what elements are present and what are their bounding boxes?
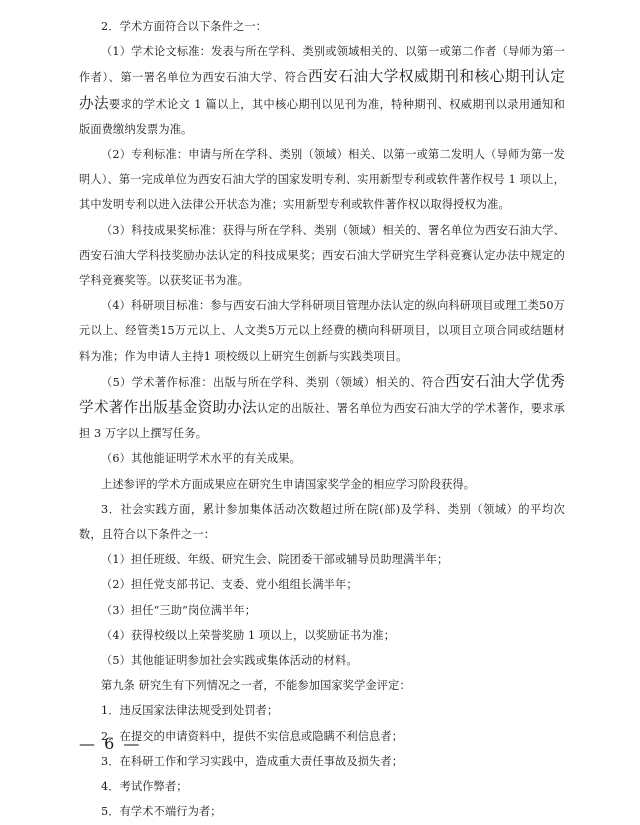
paragraph-stage-note: 上述参评的学术方面成果应在研究生申请国家奖学金的相应学习阶段获得。 bbox=[101, 477, 476, 491]
paragraph-other-achievements: （6）其他能证明学术水平的有关成果。 bbox=[101, 452, 302, 466]
list-item: （5）其他能证明参加社会实践或集体活动的材料。 bbox=[101, 654, 358, 668]
list-item: 4．考试作弊者； bbox=[101, 780, 188, 794]
document-page bbox=[79, 14, 565, 825]
list-item: （4）获得校级以上荣誉奖励 1 项以上，以奖励证书为准； bbox=[101, 628, 396, 642]
paragraph-award-standard: （3）科技成果奖标准：获得与所在学科、类别（领域）相关的、署名单位为西安石油大学、西安石油大学科技奖励办法认定的科技成果奖；西安石油大学研究生学科竞赛认定办法中规定的学科竞赛奖等。以获奖证书为准。 bbox=[79, 223, 565, 288]
paragraph-patent-standard: （2）专利标准：申请与所在学科、类别（领域）相关、以第一或第二发明人（导师为第一发明人）、第一完成单位为西安石油大学的国家发明专利、实用新型专利或软件著作权号 1 项以上，其中发明专利以进入法律公开状态为准；实用新型专利或软件著作权以取得授权为准。 bbox=[79, 148, 565, 212]
paragraph-text: 要求的学术论文 1 篇以上，其中核心期刊以见刊为准，特种期刊、权威期刊以录用通知和版面费缴纳发票为准。 bbox=[79, 97, 565, 136]
paragraph-social-practice: 3．社会实践方面，累计参加集体活动次数超过所在院(部)及学科、类别（领域）的平均次数，且符合以下条件之一： bbox=[79, 502, 565, 542]
paragraph-text: （5）学术著作标准：出版与所在学科、类别（领域）相关的、符合 bbox=[101, 375, 446, 389]
paragraph-academic-conditions: 2．学术方面符合以下条件之一： bbox=[101, 20, 267, 33]
list-item: 1．违反国家法律法规受到处罚者； bbox=[101, 704, 279, 718]
paragraph-paper-standard bbox=[79, 39, 565, 142]
paragraph-project-standard: （4）科研项目标准：参与西安石油大学科研项目管理办法认定的纵向科研项目或理工类50万元以上、经管类15万元以上、人文类5万元以上经费的横向科研项目，以项目立项合同或结题材料为准；作为申请人主持1 项校级以上研究生创新与实践类项目。 bbox=[79, 299, 565, 363]
paragraph-text: （1）学术论文标准：发表与所在学科、类别或领域相关的、以第一或第二作者（导师为第一作者）、第一署名单位为西安石油大学、符合 bbox=[79, 45, 565, 85]
paragraph-text: 认定的出版社、署名单位为西安石油大学的学术著作，要求承担 3 万字以上撰写任务。 bbox=[79, 402, 565, 441]
article-nine-heading: 第九条 研究生有下列情况之一者，不能参加国家奖学金评定： bbox=[101, 679, 411, 693]
referenced-regulation: 西安石油大学权威期刊和核心期刊认定办法 bbox=[79, 68, 565, 112]
list-item: 2．在提交的申请资料中，提供不实信息或隐瞒不利信息者； bbox=[101, 729, 404, 743]
list-item: 3．在科研工作和学习实践中，造成重大责任事故及损失者； bbox=[101, 754, 404, 768]
list-item: （2）担任党支部书记、支委、党小组组长满半年； bbox=[101, 578, 358, 592]
list-item: （1）担任班级、年级、研究生会、院团委干部或辅导员助理满半年； bbox=[101, 553, 449, 567]
page-number: — 6 — bbox=[79, 734, 142, 753]
paragraph-book-standard bbox=[79, 369, 565, 447]
list-item: 5．有学术不端行为者； bbox=[101, 805, 222, 819]
list-item: （3）担任“三助”岗位满半年； bbox=[101, 603, 257, 617]
referenced-regulation: 西安石油大学优秀学术著作出版基金资助办法 bbox=[79, 372, 565, 417]
